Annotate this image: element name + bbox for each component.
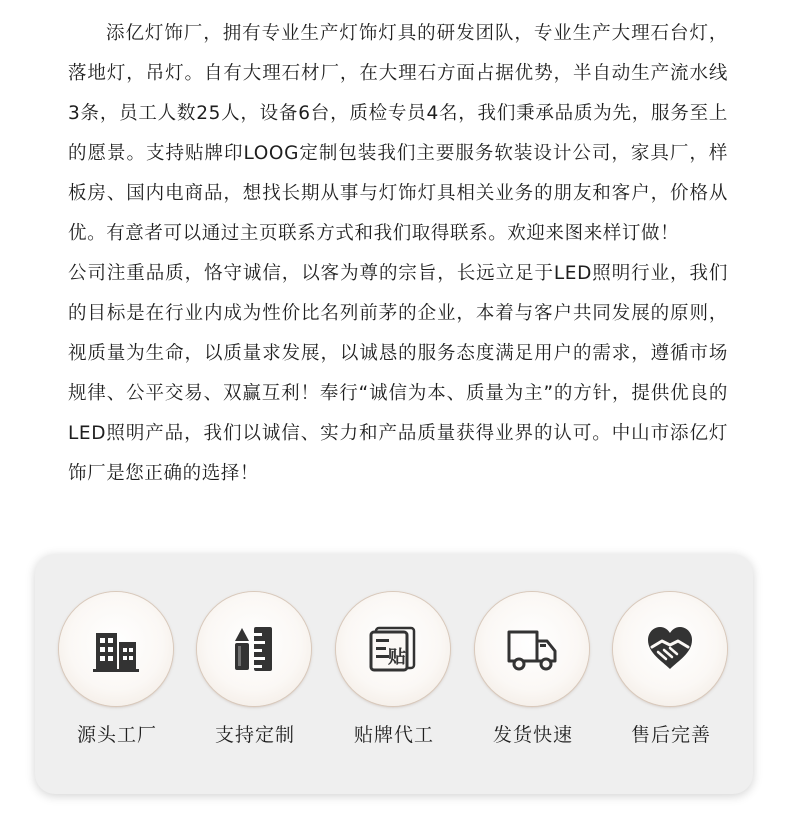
feature-icon-circle xyxy=(613,592,727,706)
quality-paragraph: 公司注重品质，恪守诚信，以客为尊的宗旨，长远立足于LED照明行业，我们的目标是在行业内成为性价比名列前茅的企业，本着与客户共同发展的原则，视质量为生命，以质量求发展，以诚恳的服务态度满足用户的需求，遵循市场规律、公平交易、双赢互利！奉行“诚信为本、质量为主”的方针，提供优良的LED照明产品，我们以诚信、实力和产品质量获得业界的认可。中山市添亿灯饰厂是您正确的选择！ xyxy=(68,263,728,484)
feature-icon-circle xyxy=(59,592,173,706)
features-panel xyxy=(35,554,753,794)
intro-paragraph: 添亿灯饰厂，拥有专业生产灯饰灯具的研发团队，专业生产大理石台灯，落地灯，吊灯。自有大理石材厂，在大理石方面占据优势，半自动生产流水线3条，员工人数25人，设备6台，质检专员4名，我们秉承品质为先，服务至上的愿景。支持贴牌印LOOG定制包装我们主要服务软装设计公司，家具厂，样板房、国内电商品，想找长期从事与灯饰灯具相关业务的朋友和客户，价格从优。有意者可以通过主页联系方式和我们取得联系。欢迎来图来样订做！ xyxy=(68,23,728,244)
feature-label: 支持定制 xyxy=(214,724,295,746)
feature-customization xyxy=(185,554,325,794)
feature-source-factory xyxy=(47,554,187,794)
feature-icon-circle xyxy=(336,592,450,706)
feature-oem-label xyxy=(324,554,464,794)
company-description xyxy=(68,14,728,494)
feature-label: 发货快速 xyxy=(492,724,573,746)
delivery-truck-icon xyxy=(506,623,558,675)
feature-icon-circle xyxy=(475,592,589,706)
factory-building-icon xyxy=(90,623,142,675)
feature-fast-delivery xyxy=(463,554,603,794)
sticker-label-icon xyxy=(367,623,419,675)
feature-after-sales xyxy=(601,554,741,794)
pencil-ruler-icon xyxy=(228,623,280,675)
handshake-heart-icon xyxy=(644,623,696,675)
feature-label: 售后完善 xyxy=(630,724,711,746)
feature-icon-circle xyxy=(197,592,311,706)
feature-label: 源头工厂 xyxy=(76,724,157,746)
sticker-label-text: 贴 xyxy=(388,647,406,668)
feature-label: 贴牌代工 xyxy=(353,724,434,746)
